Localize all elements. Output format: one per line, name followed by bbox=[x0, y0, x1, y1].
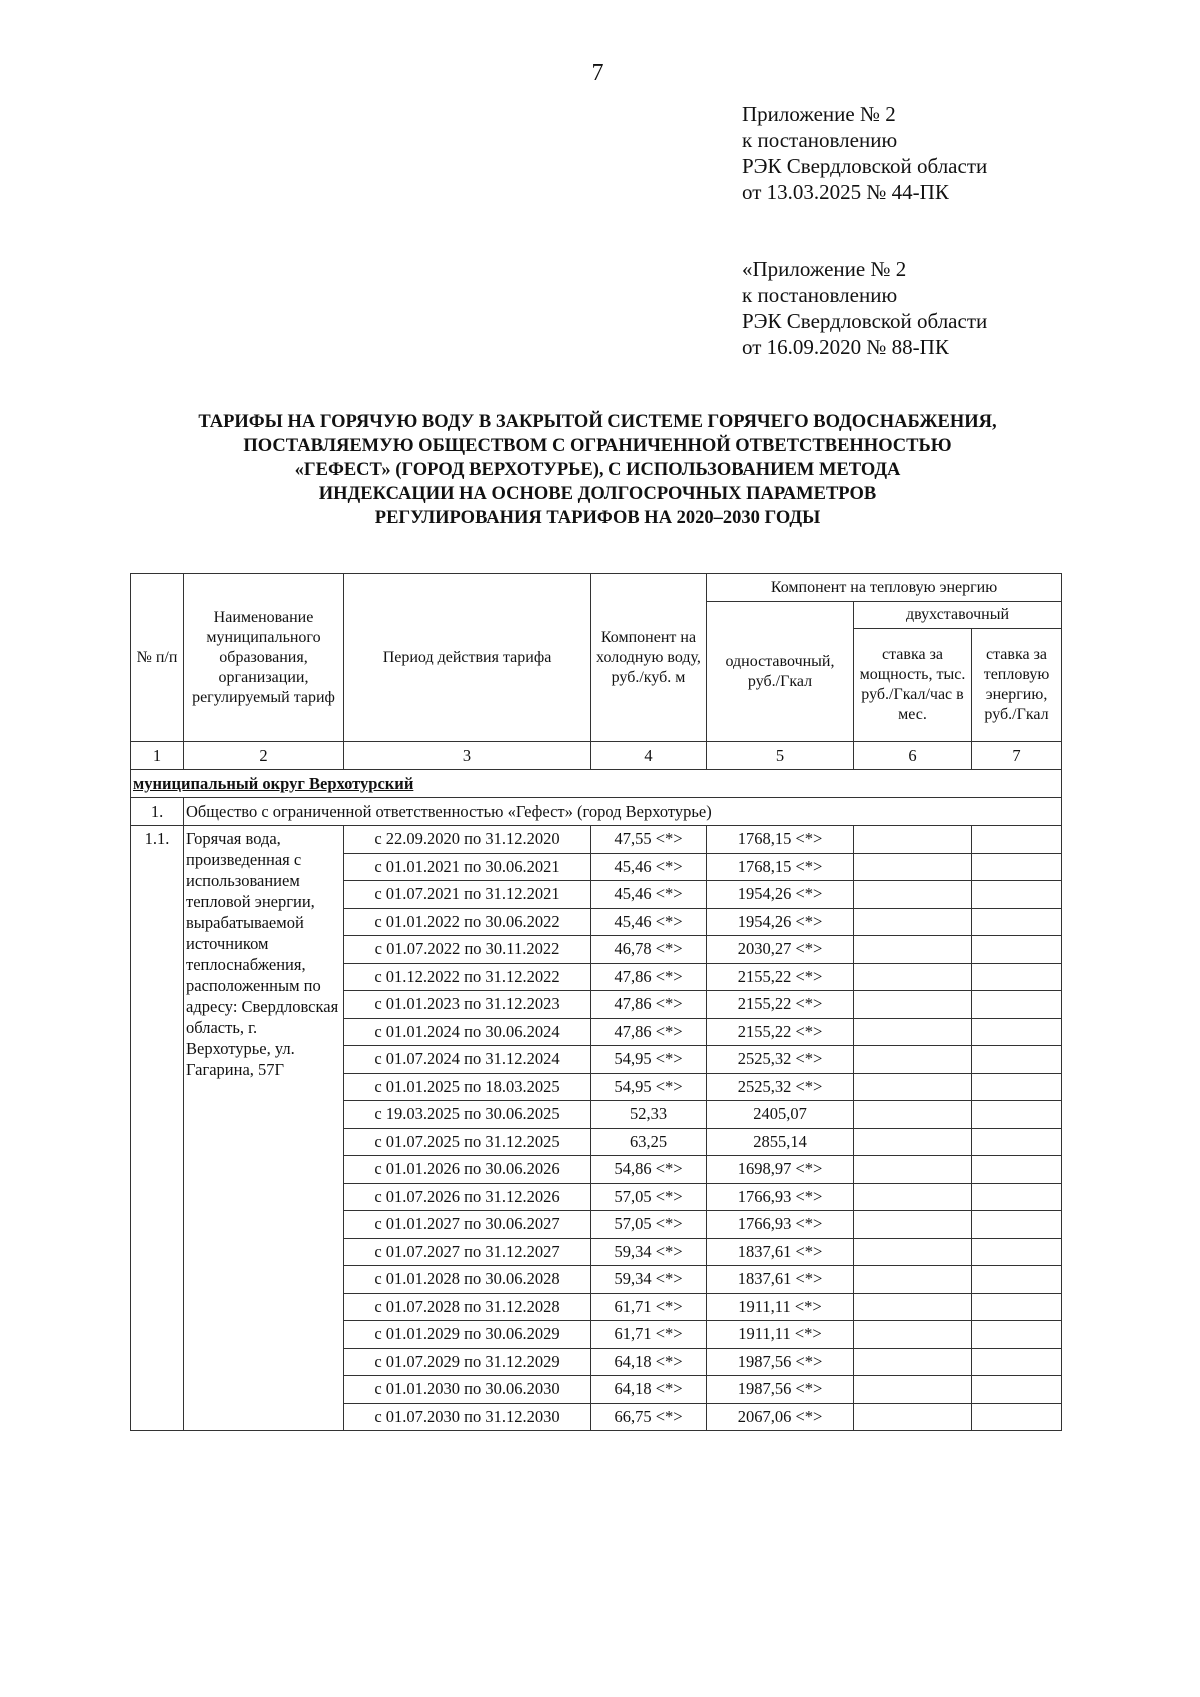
energy-rate-cell bbox=[972, 908, 1062, 936]
col-number: 2 bbox=[184, 742, 344, 770]
energy-rate-cell bbox=[972, 1403, 1062, 1431]
energy-rate-cell bbox=[972, 1101, 1062, 1129]
title-line: «ГЕФЕСТ» (ГОРОД ВЕРХОТУРЬЕ), С ИСПОЛЬЗОВАНИЕМ МЕТОДА bbox=[294, 460, 901, 480]
single-rate-cell: 1698,97 <*> bbox=[707, 1156, 854, 1184]
period-cell: с 01.07.2030 по 31.12.2030 bbox=[344, 1403, 591, 1431]
cold-water-cell: 63,25 bbox=[591, 1128, 707, 1156]
single-rate-cell: 1911,11 <*> bbox=[707, 1293, 854, 1321]
energy-rate-cell bbox=[972, 1348, 1062, 1376]
header-energy: ставка за тепловую энергию, руб./Гкал bbox=[972, 629, 1062, 742]
document-title bbox=[130, 410, 1065, 530]
header-power: ставка за мощность, тыс. руб./Гкал/час в мес. bbox=[854, 629, 972, 742]
power-rate-cell bbox=[854, 1403, 972, 1431]
cold-water-cell: 45,46 <*> bbox=[591, 908, 707, 936]
single-rate-cell: 1768,15 <*> bbox=[707, 853, 854, 881]
title-line: РЕГУЛИРОВАНИЯ ТАРИФОВ НА 2020–2030 ГОДЫ bbox=[374, 508, 821, 528]
power-rate-cell bbox=[854, 1073, 972, 1101]
period-cell: с 01.07.2028 по 31.12.2028 bbox=[344, 1293, 591, 1321]
period-cell: с 01.01.2023 по 31.12.2023 bbox=[344, 991, 591, 1019]
single-rate-cell: 1987,56 <*> bbox=[707, 1376, 854, 1404]
power-rate-cell bbox=[854, 1046, 972, 1074]
single-rate-cell: 1954,26 <*> bbox=[707, 881, 854, 909]
period-cell: с 19.03.2025 по 30.06.2025 bbox=[344, 1101, 591, 1129]
cold-water-cell: 46,78 <*> bbox=[591, 936, 707, 964]
col-number: 5 bbox=[707, 742, 854, 770]
item-number: 1.1. bbox=[131, 826, 184, 1431]
period-cell: с 01.01.2029 по 30.06.2029 bbox=[344, 1321, 591, 1349]
appendix-line: «Приложение № 2 bbox=[742, 257, 907, 281]
energy-rate-cell bbox=[972, 1266, 1062, 1294]
cold-water-cell: 47,55 <*> bbox=[591, 826, 707, 854]
power-rate-cell bbox=[854, 1128, 972, 1156]
cold-water-cell: 47,86 <*> bbox=[591, 963, 707, 991]
page-number: 7 bbox=[591, 60, 604, 86]
period-cell: с 01.01.2024 по 30.06.2024 bbox=[344, 1018, 591, 1046]
single-rate-cell: 1768,15 <*> bbox=[707, 826, 854, 854]
single-rate-cell: 2405,07 bbox=[707, 1101, 854, 1129]
power-rate-cell bbox=[854, 826, 972, 854]
tariff-table bbox=[130, 573, 1062, 1431]
header-two: двухставочный bbox=[854, 602, 1062, 629]
power-rate-cell bbox=[854, 1293, 972, 1321]
col-number: 6 bbox=[854, 742, 972, 770]
single-rate-cell: 1766,93 <*> bbox=[707, 1211, 854, 1239]
energy-rate-cell bbox=[972, 1018, 1062, 1046]
period-cell: с 01.01.2028 по 30.06.2028 bbox=[344, 1266, 591, 1294]
energy-rate-cell bbox=[972, 1238, 1062, 1266]
cold-water-cell: 57,05 <*> bbox=[591, 1211, 707, 1239]
table-row bbox=[131, 826, 1062, 854]
col-number: 4 bbox=[591, 742, 707, 770]
col-number: 1 bbox=[131, 742, 184, 770]
period-cell: с 01.07.2021 по 31.12.2021 bbox=[344, 881, 591, 909]
header-name: Наименование муниципального образования, организации, регулируемый тариф bbox=[184, 574, 344, 742]
power-rate-cell bbox=[854, 936, 972, 964]
appendix-line: РЭК Свердловской области bbox=[742, 154, 988, 178]
energy-rate-cell bbox=[972, 1211, 1062, 1239]
appendix-line: РЭК Свердловской области bbox=[742, 309, 988, 333]
section-title: муниципальный округ Верхотурский bbox=[131, 770, 1062, 798]
title-line: ПОСТАВЛЯЕМУЮ ОБЩЕСТВОМ С ОГРАНИЧЕННОЙ ОТВЕТСТВЕННОСТЬЮ bbox=[243, 436, 952, 456]
period-cell: с 01.07.2025 по 31.12.2025 bbox=[344, 1128, 591, 1156]
cold-water-cell: 45,46 <*> bbox=[591, 881, 707, 909]
org-name: Общество с ограниченной ответственностью «Гефест» (город Верхотурье) bbox=[184, 798, 1062, 826]
col-number: 7 bbox=[972, 742, 1062, 770]
power-rate-cell bbox=[854, 1376, 972, 1404]
single-rate-cell: 2155,22 <*> bbox=[707, 1018, 854, 1046]
energy-rate-cell bbox=[972, 1293, 1062, 1321]
period-cell: с 01.01.2021 по 30.06.2021 bbox=[344, 853, 591, 881]
cold-water-cell: 47,86 <*> bbox=[591, 1018, 707, 1046]
appendix-current bbox=[742, 101, 987, 205]
power-rate-cell bbox=[854, 908, 972, 936]
period-cell: с 01.07.2026 по 31.12.2026 bbox=[344, 1183, 591, 1211]
energy-rate-cell bbox=[972, 1046, 1062, 1074]
period-cell: с 01.07.2027 по 31.12.2027 bbox=[344, 1238, 591, 1266]
header-num: № п/п bbox=[131, 574, 184, 742]
period-cell: с 01.12.2022 по 31.12.2022 bbox=[344, 963, 591, 991]
energy-rate-cell bbox=[972, 1073, 1062, 1101]
cold-water-cell: 54,86 <*> bbox=[591, 1156, 707, 1184]
cold-water-cell: 54,95 <*> bbox=[591, 1046, 707, 1074]
power-rate-cell bbox=[854, 1348, 972, 1376]
energy-rate-cell bbox=[972, 1156, 1062, 1184]
col-number: 3 bbox=[344, 742, 591, 770]
power-rate-cell bbox=[854, 853, 972, 881]
power-rate-cell bbox=[854, 1018, 972, 1046]
power-rate-cell bbox=[854, 1156, 972, 1184]
single-rate-cell: 2855,14 bbox=[707, 1128, 854, 1156]
period-cell: с 01.01.2025 по 18.03.2025 bbox=[344, 1073, 591, 1101]
appendix-line: к постановлению bbox=[742, 128, 898, 152]
single-rate-cell: 1837,61 <*> bbox=[707, 1266, 854, 1294]
appendix-line: к постановлению bbox=[742, 283, 898, 307]
energy-rate-cell bbox=[972, 826, 1062, 854]
cold-water-cell: 61,71 <*> bbox=[591, 1321, 707, 1349]
power-rate-cell bbox=[854, 991, 972, 1019]
org-number: 1. bbox=[131, 798, 184, 826]
header-period: Период действия тарифа bbox=[344, 574, 591, 742]
energy-rate-cell bbox=[972, 936, 1062, 964]
single-rate-cell: 1766,93 <*> bbox=[707, 1183, 854, 1211]
period-cell: с 01.07.2029 по 31.12.2029 bbox=[344, 1348, 591, 1376]
cold-water-cell: 64,18 <*> bbox=[591, 1348, 707, 1376]
period-cell: с 01.07.2024 по 31.12.2024 bbox=[344, 1046, 591, 1074]
energy-rate-cell bbox=[972, 963, 1062, 991]
single-rate-cell: 2155,22 <*> bbox=[707, 991, 854, 1019]
appendix-line: Приложение № 2 bbox=[742, 102, 896, 126]
period-cell: с 01.01.2022 по 30.06.2022 bbox=[344, 908, 591, 936]
header-single: одноставочный, руб./Гкал bbox=[707, 602, 854, 742]
power-rate-cell bbox=[854, 1238, 972, 1266]
single-rate-cell: 2525,32 <*> bbox=[707, 1073, 854, 1101]
header-cold: Компонент на холодную воду, руб./куб. м bbox=[591, 574, 707, 742]
period-cell: с 01.01.2026 по 30.06.2026 bbox=[344, 1156, 591, 1184]
appendix-original bbox=[742, 256, 987, 360]
energy-rate-cell bbox=[972, 1376, 1062, 1404]
period-cell: с 01.01.2027 по 30.06.2027 bbox=[344, 1211, 591, 1239]
appendix-line: от 13.03.2025 № 44-ПК bbox=[742, 180, 949, 204]
single-rate-cell: 2525,32 <*> bbox=[707, 1046, 854, 1074]
power-rate-cell bbox=[854, 1321, 972, 1349]
power-rate-cell bbox=[854, 881, 972, 909]
cold-water-cell: 54,95 <*> bbox=[591, 1073, 707, 1101]
energy-rate-cell bbox=[972, 853, 1062, 881]
title-line: ТАРИФЫ НА ГОРЯЧУЮ ВОДУ В ЗАКРЫТОЙ СИСТЕМЕ ГОРЯЧЕГО ВОДОСНАБЖЕНИЯ, bbox=[198, 412, 997, 432]
single-rate-cell: 1837,61 <*> bbox=[707, 1238, 854, 1266]
cold-water-cell: 52,33 bbox=[591, 1101, 707, 1129]
single-rate-cell: 1987,56 <*> bbox=[707, 1348, 854, 1376]
period-cell: с 22.09.2020 по 31.12.2020 bbox=[344, 826, 591, 854]
cold-water-cell: 57,05 <*> bbox=[591, 1183, 707, 1211]
energy-rate-cell bbox=[972, 1183, 1062, 1211]
single-rate-cell: 2030,27 <*> bbox=[707, 936, 854, 964]
single-rate-cell: 2067,06 <*> bbox=[707, 1403, 854, 1431]
single-rate-cell: 1911,11 <*> bbox=[707, 1321, 854, 1349]
power-rate-cell bbox=[854, 1101, 972, 1129]
single-rate-cell: 1954,26 <*> bbox=[707, 908, 854, 936]
cold-water-cell: 66,75 <*> bbox=[591, 1403, 707, 1431]
cold-water-cell: 45,46 <*> bbox=[591, 853, 707, 881]
energy-rate-cell bbox=[972, 991, 1062, 1019]
item-description: Горячая вода, произведенная с использованием тепловой энергии, вырабатываемой источником теплоснабжения, расположенным по адресу: Свердловская область, г. Верхотурье, ул. Гагарина, 57Г bbox=[184, 826, 344, 1431]
period-cell: с 01.07.2022 по 30.11.2022 bbox=[344, 936, 591, 964]
power-rate-cell bbox=[854, 1211, 972, 1239]
cold-water-cell: 59,34 <*> bbox=[591, 1238, 707, 1266]
power-rate-cell bbox=[854, 1266, 972, 1294]
single-rate-cell: 2155,22 <*> bbox=[707, 963, 854, 991]
power-rate-cell bbox=[854, 963, 972, 991]
energy-rate-cell bbox=[972, 1128, 1062, 1156]
power-rate-cell bbox=[854, 1183, 972, 1211]
energy-rate-cell bbox=[972, 1321, 1062, 1349]
energy-rate-cell bbox=[972, 881, 1062, 909]
appendix-line: от 16.09.2020 № 88-ПК bbox=[742, 335, 949, 359]
title-line: ИНДЕКСАЦИИ НА ОСНОВЕ ДОЛГОСРОЧНЫХ ПАРАМЕТРОВ bbox=[318, 484, 877, 504]
cold-water-cell: 47,86 <*> bbox=[591, 991, 707, 1019]
header-heat: Компонент на тепловую энергию bbox=[707, 574, 1062, 602]
cold-water-cell: 64,18 <*> bbox=[591, 1376, 707, 1404]
cold-water-cell: 61,71 <*> bbox=[591, 1293, 707, 1321]
cold-water-cell: 59,34 <*> bbox=[591, 1266, 707, 1294]
period-cell: с 01.01.2030 по 30.06.2030 bbox=[344, 1376, 591, 1404]
